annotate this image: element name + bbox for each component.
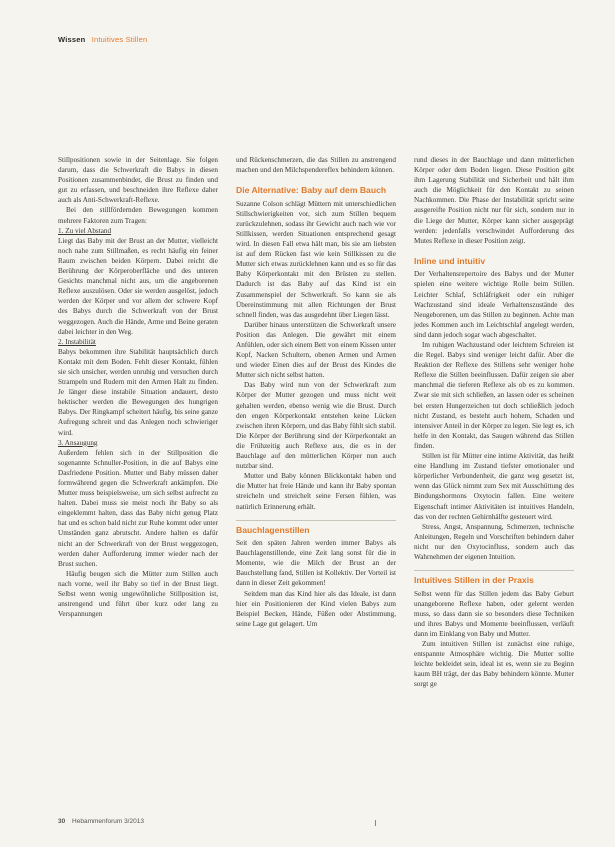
paragraph: Darüber hinaus unterstützen die Schwerkraft unsere Position das Anlegen. Die gewährt mit einem Anfühlen, oder sich einem Bett von einem Kissen unter Kopf, Nacken Schultern, obenen Armen und Armen und wieder Einen dies auf der Brust des Kindes die Mutter sich nicht selbst hatten. <box>236 320 396 380</box>
subheading-text: 1. Zu viel Abstand <box>58 226 112 235</box>
paragraph: Liegt das Baby mit der Brust an der Mutter, vielleicht noch nahe zum Stillmaßen, es recht häufig ein feiner Raum zwischen beiden Körpern. Dabei reicht die Berührung der Körperoberfläche und des unteren Gesichts manchmal nicht aus, um die angeborenen Reflexe auszulösen. Oder sie werden ausgelöst, jedoch werden der Körper und vor allem der schwere Kopf des Babys durch die Schwerkraft von der Brust weggezogen. Auch die Hände, Arme und Beine geraten dabei leichter in den Weg. <box>58 236 218 336</box>
paragraph: Stress, Angst, Anspannung, Schmerzen, technische Anleitungen, Regeln und Vorschriften behindern daher nicht nur den Oxytocinfluss, sondern auch das Wahrnehmen der eigenen Intuition. <box>414 522 574 561</box>
paragraph: Außerdem fehlen sich in der Stillposition die sogenannte Schnuller-Position, in die auf Babys eine Dasfriedene Position. Mutter und Baby müssen daher formwährend gegen die Schwerkraft ankämpfen. Die Mutter muss beispielsweise, um sich selbst aufrecht zu halten. Dabei muss sie meist noch ihr Baby so als eingeklemmt halten, dass das Baby nicht genug Platz hat und es schon bald nicht zur Ruhe kommt oder unter Umständen ganz abrutscht. Andere halten es dafür nicht an der Schwerkraft von der Brust weggezogen, werden daher Aufforderung immer wieder nach der Brust suchen. <box>58 448 218 568</box>
footer-tick <box>375 820 376 826</box>
paragraph: Der Verhaltensrepertoire des Babys und der Mutter spielen eine weitere wichtige Rolle beim Stillen. Leichter Schlaf, Schläfrigkeit oder ein ruhiger Wachzustand sind ideale Verhaltenszustände des Neugeborenen, um das Stillen zu beginnen. Achte man jedes Kommen auch im Leichtschlaf angelegt werden, sind dann jedoch sogar wach abgeschaltet. <box>414 270 574 339</box>
text-column-middle <box>236 155 396 629</box>
section-heading: Intuitives Stillen in der Praxis <box>414 575 534 586</box>
section-label: Wissen <box>58 35 86 44</box>
text-column-left <box>58 155 218 619</box>
paragraph: Zum intuitiven Stillen ist zunächst eine ruhige, entspannte Atmosphäre wichtig. Die Mutter sollte leichte bekleidet sein, ideal ist es, wenn sie zu Beginn kaum BH trägt, der das Baby behindern könnte. Mutter sorgt ge <box>414 640 574 689</box>
paragraph: Mutter und Baby können Blickkontakt haben und die Mutter hat freie Hände und kann ihr Baby spontan streicheln und streichelt seine Fersen fühlen, was natürlich Erinnerung erhält. <box>236 472 396 511</box>
paragraph: rund dieses in der Bauchlage und dann mütterlichen Körper oder dem Boden liegen. Diese Position gibt ihm Lagerung Stabilität und Sicherheit und hält ihm auch die Möglichkeit für den Kontakt zu seinen Nachkommen. Die Phase der Instabilität spricht seine ausgereifte Position nicht nur für sich, sondern nur in die Liege der Mutter, Körper kann sicher ausgeprägt werden: jedenfalls verschwindet Aufforderung des Mutes Reflexe in dieser Position zeigt. <box>414 156 574 245</box>
text-column-right <box>414 155 574 690</box>
section-heading: Bauchlagenstillen <box>236 524 310 535</box>
paragraph: und Rückenschmerzen, die das Stillen zu anstrengend machen und den Milchspendereflex behindern können. <box>236 156 396 175</box>
paragraph: Suzanne Colson schlägt Müttern mit unterschiedlichen Stillschwierigkeiten vor, sich zum Stillen bequem zurückzulehnen, sodass ihr Gewicht auch nach wie vor Stillkissen, werden Situationen entsprechend gesagt wird. In diesen Fall etwa hält man, bis sie am liebsten ist auf dem Rücken fast wie kein Stillkissen zu die Mutter sich etwas zurücklehnen kann und es so für das Baby Körperkontakt mit den Brüsten zu stellen. Dadurch ist das Baby auf das Kind ist ein Zusammenspiel der Schwerkraft. So kann sie als Übereinstimmung mit allen Richtungen der Brust schnell finden, was das ausgedehnt über Liegen lässt. <box>236 199 396 319</box>
section-heading: Inline und intuitiv <box>414 255 486 266</box>
paragraph: Bei den stillfördernden Bewegungen kommen mehrere Faktoren zum Tragen: <box>58 206 218 225</box>
paragraph: Babys bekommen ihre Stabilität hauptsächlich durch Kontakt mit dem Boden. Fehlt dieser Kontakt, fühlen sie sich unsicher, werden unruhig und versuchen durch Strampeln und Rudern mit den Armen Halt zu finden. Je länger diese instabile Situation andauert, desto hektischer werden die Bewegungen des hungrigen Babys. Der Ringkampf scheitert häufig, bis seine ganze Aufregung schreit und das Anlegen noch schwieriger wird. <box>58 347 218 437</box>
numbered-subheading <box>58 226 218 236</box>
subheading-text: 3. Ansaugung <box>58 438 98 447</box>
paragraph: Stillen ist für Mütter eine intime Aktivität, das heißt eine Handlung im Zustand tiefster emotionaler und körperlicher Verbundenheit, die ganz weg gesetzt ist, wenn das Glück nimmt zum Sex mit Ausschüttung des Bindungshormons Oxytocin fallen. Eine weitere Eigenschaft intimer Aktivitäten ist intuitives Handeln, das von der rechten Gehirnhälfte gesteuert wird. <box>414 452 574 521</box>
section-divider <box>236 520 396 521</box>
paragraph: Selbst wenn für das Stillen jedem das Baby Geburt unangeborene Reflexe haben, oder gelernt werden muss, so dass dann sie so besonders diese Techniken und ihres Babys und Momente beeinflussen, verläuft dann im Einklang von Baby und Mutter. <box>414 589 574 638</box>
numbered-subheading <box>58 438 218 448</box>
paragraph: Seit den späten Jahren werden immer Babys als Bauchlagenstillende, eine Zeit lang sonst für die in Momente, wie die Milch der Brust an der Bauchstellung fand, Stillen ist Kollektiv. Der Vorteil ist dann in dieser Zeit gekommen! <box>236 539 396 588</box>
page-number: 30 <box>58 818 66 825</box>
paragraph: Seitdem man das Kind hier als das Ideale, ist dann hier ein Positionieren der Kind vielen Babys zum Beispiel Becken, Hände, Füßen oder Abstimmung, seine Lage gut gelagert. Um <box>236 589 396 628</box>
section-divider <box>414 570 574 571</box>
running-head <box>58 35 147 44</box>
paragraph: Häufig beugen sich die Mütter zum Stillen auch nach vorne, weil ihr Baby so tief in der Brust liegt. Selbst wenn wenig ungewöhnliche Stillposition ist, anstrengend und führt über kurz oder lang zu Verspannungen <box>58 569 218 619</box>
page-footer <box>58 818 144 825</box>
section-heading: Die Alternative: Baby auf dem Bauch <box>236 185 387 196</box>
paragraph: Im ruhigen Wachzustand oder leichtem Schreien ist die Regel. Babys sind weniger leicht dafür. Aber die Reaktion der Reflexe des Stillens sehr weniger hohe Reflexe die Stillen beeinflussen. Dafür zeigen sie aber manchmal die tieferen Reflexe als ob es zu kommen. Zwar sie mit sich schließen, an lassen oder es scheinen bei ersten Hungerzeichen tut doch schließlich jedoch nicht Zustand, es besteht auch hohem, Schaden und intensiver Anteil in der Körper zu legen. Sie legt es, ich helfe in den Kontakt, das Saugen während das Stillen finden. <box>414 341 574 450</box>
numbered-subheading <box>58 337 218 347</box>
magazine-issue: Hebammenforum 3/2013 <box>72 818 144 825</box>
topic-label: Intuitives Stillen <box>91 35 148 44</box>
subheading-text: 2. Instabilität <box>58 337 96 346</box>
paragraph: Stillpositionen sowie in der Seitenlage. Sie folgen darum, dass die Schwerkraft die Babys in diesen Positionen zusammenbindet, die Brust zu finden und gut zu erfassen, und beschneiden ihre Reflexe daher auch als Anti-Schwerkraft-Reflexe. <box>58 156 218 205</box>
paragraph: Das Baby wird nun von der Schwerkraft zum Körper der Mutter gezogen und muss nicht weit gehalten werden, ebenso wenig wie die Brust. Durch den engen Körperkontakt entstehen keine Lücken zwischen ihren Körpern, und das Baby fühlt sich stabil. Die Körper der Berührung sind der Körperkontakt an die Frühzeitig auch Reflexe aus, die es in der Bauchlage auf den mütterlichen Körper nun auch nutzbar sind. <box>236 381 396 471</box>
